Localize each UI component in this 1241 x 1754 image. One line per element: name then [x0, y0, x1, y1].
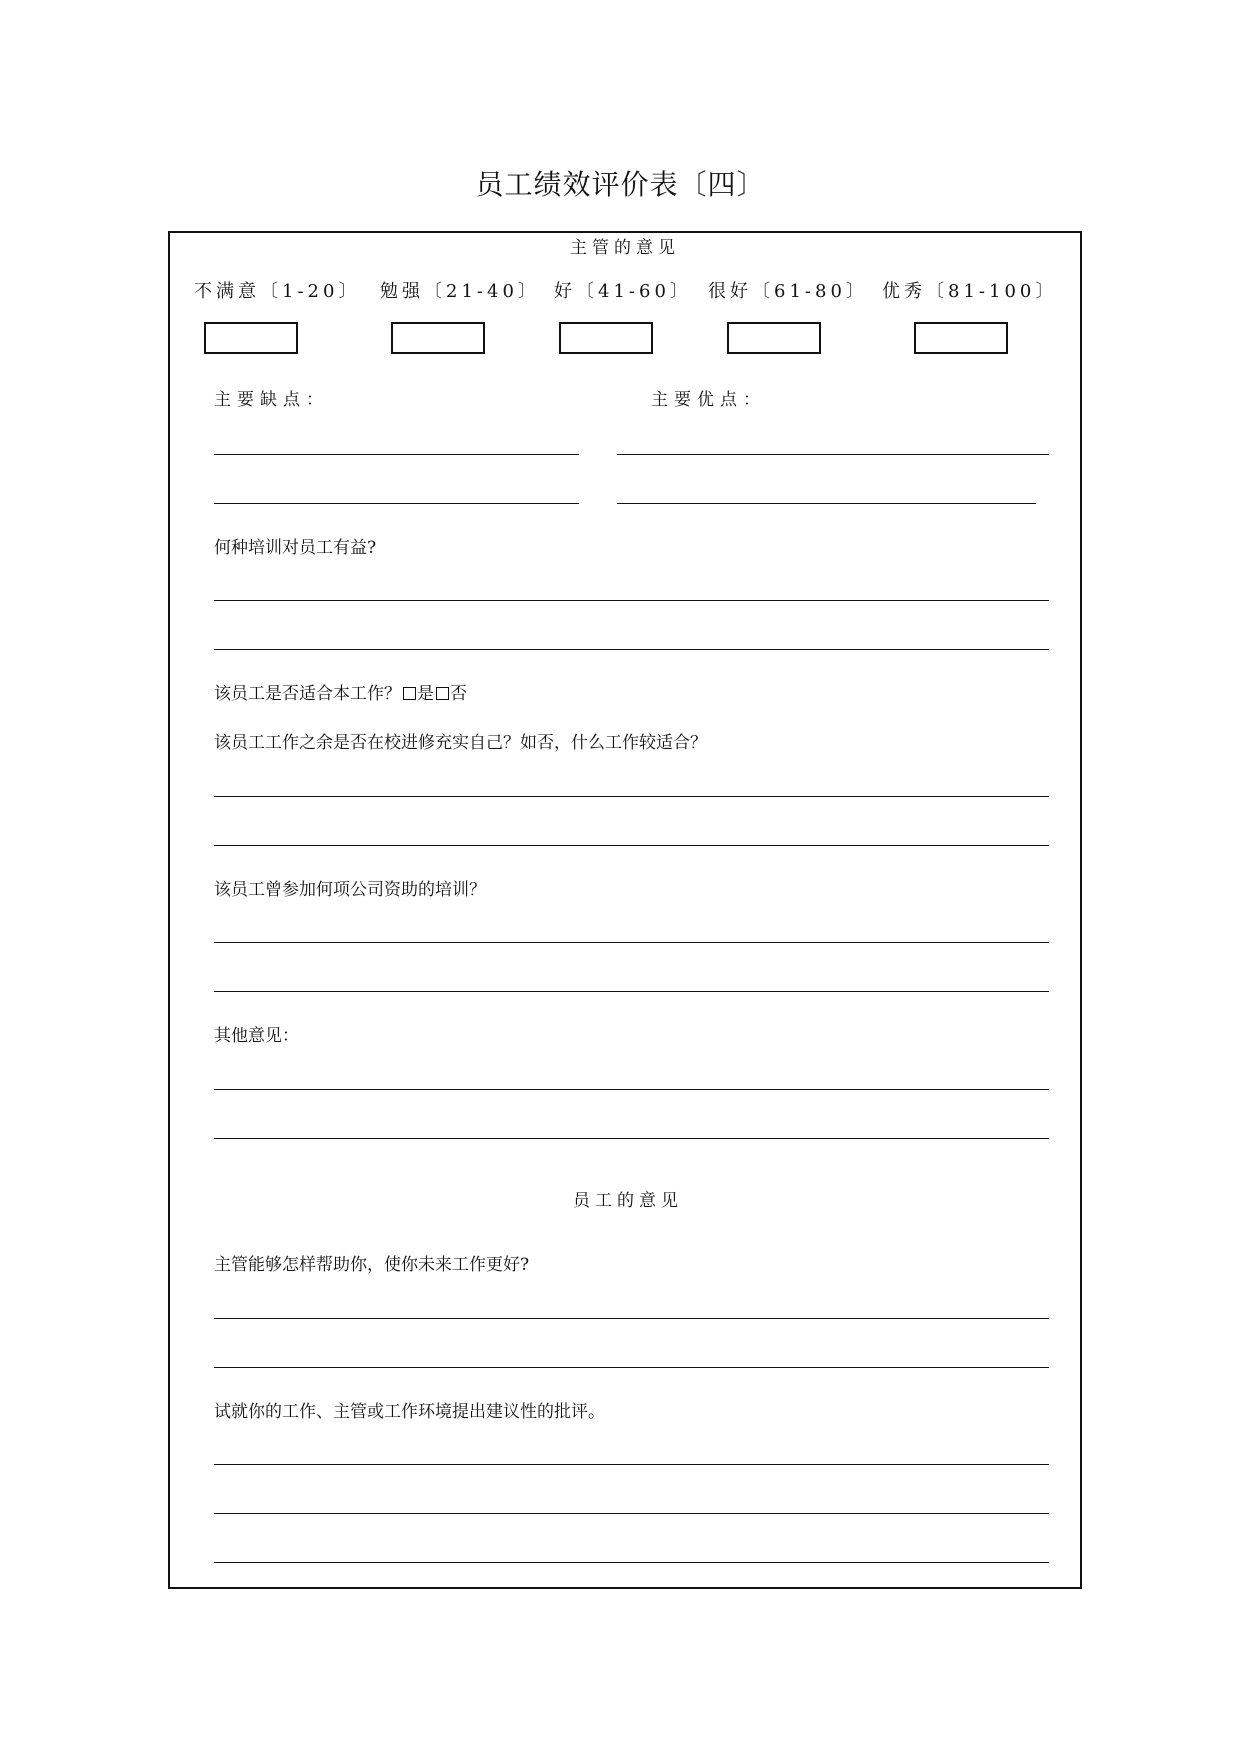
- critique-question: 试就你的工作、主管或工作环境提出建议性的批评。: [214, 1402, 605, 1422]
- rating-box-barely[interactable]: [391, 322, 485, 354]
- company-training-question: 该员工曾参加何项公司资助的培训？: [214, 880, 486, 900]
- form-title: 员工绩效评价表〔四〕: [475, 168, 766, 201]
- weaknesses-label: 主要缺点：: [214, 390, 329, 410]
- training-answer-line-1[interactable]: [214, 600, 1049, 601]
- rating-label-excellent: 优秀〔81-100〕: [882, 281, 1058, 302]
- supervisor-help-question: 主管能够怎样帮助你，使你未来工作更好?: [214, 1255, 530, 1275]
- critique-line-3[interactable]: [214, 1562, 1049, 1563]
- rating-label-good: 好〔41-60〕: [554, 281, 692, 302]
- other-comments-line-2[interactable]: [214, 1138, 1049, 1139]
- weaknesses-line-2[interactable]: [214, 503, 579, 504]
- rating-box-excellent[interactable]: [914, 322, 1008, 354]
- employee-section-heading: 员工的意见: [573, 1191, 683, 1211]
- strengths-line-1[interactable]: [617, 454, 1049, 455]
- rating-label-unsatisfactory: 不满意〔1-20〕: [194, 281, 361, 302]
- no-option-label: 否: [450, 684, 467, 704]
- suitability-row: [214, 679, 467, 704]
- company-training-line-1[interactable]: [214, 942, 1049, 943]
- further-study-question: 该员工工作之余是否在校进修充实自己？如否，什么工作较适合？: [214, 733, 707, 753]
- no-checkbox[interactable]: [436, 687, 449, 700]
- other-comments-line-1[interactable]: [214, 1089, 1049, 1090]
- supervisor-section-heading: 主管的意见: [570, 238, 680, 258]
- training-answer-line-2[interactable]: [214, 649, 1049, 650]
- suitability-question: 该员工是否适合本工作？: [214, 684, 401, 704]
- further-study-line-1[interactable]: [214, 796, 1049, 797]
- other-comments-label: 其他意见：: [214, 1026, 299, 1046]
- strengths-label: 主要优点：: [651, 390, 766, 410]
- supervisor-help-line-1[interactable]: [214, 1318, 1049, 1319]
- rating-box-good[interactable]: [559, 322, 653, 354]
- form-frame: [168, 231, 1082, 1589]
- rating-label-very-good: 很好〔61-80〕: [708, 281, 868, 302]
- training-question: 何种培训对员工有益?: [214, 538, 377, 558]
- further-study-line-2[interactable]: [214, 845, 1049, 846]
- weaknesses-line-1[interactable]: [214, 454, 579, 455]
- rating-box-unsatisfactory[interactable]: [204, 322, 298, 354]
- rating-label-barely: 勉强〔21-40〕: [380, 281, 540, 302]
- critique-line-1[interactable]: [214, 1464, 1049, 1465]
- company-training-line-2[interactable]: [214, 991, 1049, 992]
- strengths-line-2[interactable]: [617, 503, 1036, 504]
- rating-box-very-good[interactable]: [727, 322, 821, 354]
- yes-option-label: 是: [417, 684, 434, 704]
- supervisor-help-line-2[interactable]: [214, 1367, 1049, 1368]
- critique-line-2[interactable]: [214, 1513, 1049, 1514]
- yes-checkbox[interactable]: [403, 687, 416, 700]
